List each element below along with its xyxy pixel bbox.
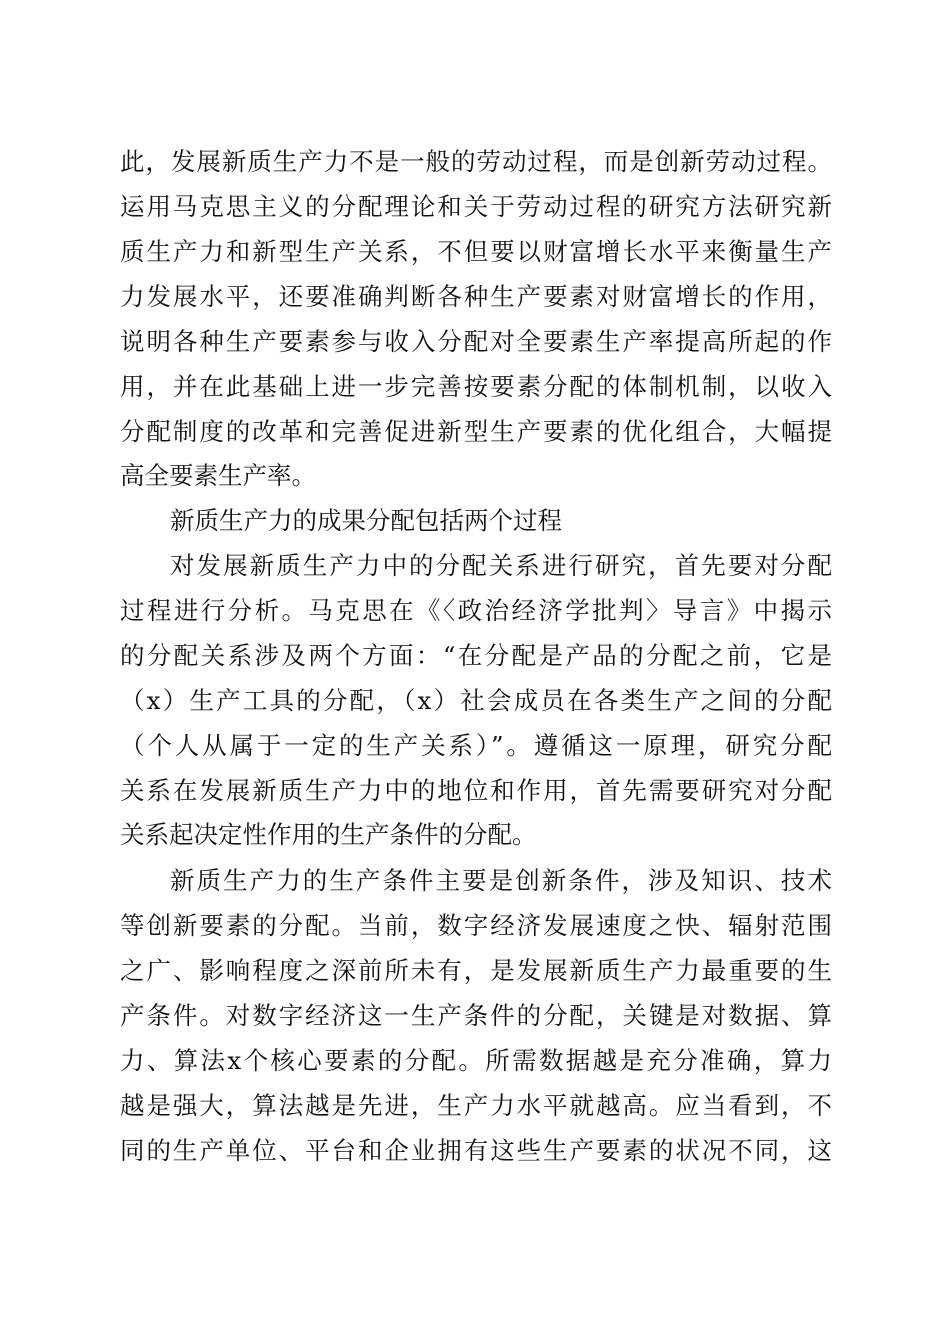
text-line: （x）生产工具的分配，（x）社会成员在各类生产之间的分配 bbox=[120, 686, 832, 715]
text-line: 过程进行分析。马克思在《〈政治经济学批判〉导言》中揭示 bbox=[120, 596, 832, 625]
text-line: 新质生产力的生产条件主要是创新条件，涉及知识、技术 bbox=[170, 866, 832, 895]
text-line: 此，发展新质生产力不是一般的劳动过程，而是创新劳动过程。 bbox=[120, 147, 832, 176]
text-line: 的分配关系涉及两个方面：“在分配是产品的分配之前，它是 bbox=[120, 641, 832, 670]
text-line: 之广、影响程度之深前所未有，是发展新质生产力最重要的生 bbox=[120, 956, 832, 985]
text-line: （个人从属于一定的生产关系）”。遵循这一原理，研究分配 bbox=[120, 731, 832, 760]
text-line: 运用马克思主义的分配理论和关于劳动过程的研究方法研究新 bbox=[120, 192, 832, 221]
text-line: 越是强大，算法越是先进，生产力水平就越高。应当看到，不 bbox=[120, 1091, 832, 1120]
text-line: 关系起决定性作用的生产条件的分配。 bbox=[120, 820, 537, 849]
text-line: 等创新要素的分配。当前，数字经济发展速度之快、辐射范围 bbox=[120, 911, 832, 940]
text-line: 力、算法x个核心要素的分配。所需数据越是充分准确，算力 bbox=[120, 1046, 832, 1075]
text-line: 高全要素生产率。 bbox=[120, 461, 316, 490]
text-line: 产条件。对数字经济这一生产条件的分配，关键是对数据、算 bbox=[120, 1001, 832, 1030]
text-line: 分配制度的改革和完善促进新型生产要素的优化组合，大幅提 bbox=[120, 417, 832, 446]
text-line: 关系在发展新质生产力中的地位和作用，首先需要研究对分配 bbox=[120, 776, 832, 805]
text-line: 质生产力和新型生产关系，不但要以财富增长水平来衡量生产 bbox=[120, 237, 832, 266]
text-line: 同的生产单位、平台和企业拥有这些生产要素的状况不同，这 bbox=[120, 1136, 832, 1165]
text-line: 力发展水平，还要准确判断各种生产要素对财富增长的作用， bbox=[120, 282, 832, 311]
section-heading: 新质生产力的成果分配包括两个过程 bbox=[170, 506, 562, 535]
text-line: 说明各种生产要素参与收入分配对全要素生产率提高所起的作 bbox=[120, 327, 832, 356]
text-line: 对发展新质生产力中的分配关系进行研究，首先要对分配 bbox=[170, 551, 832, 580]
text-line: 用，并在此基础上进一步完善按要素分配的体制机制，以收入 bbox=[120, 372, 832, 401]
